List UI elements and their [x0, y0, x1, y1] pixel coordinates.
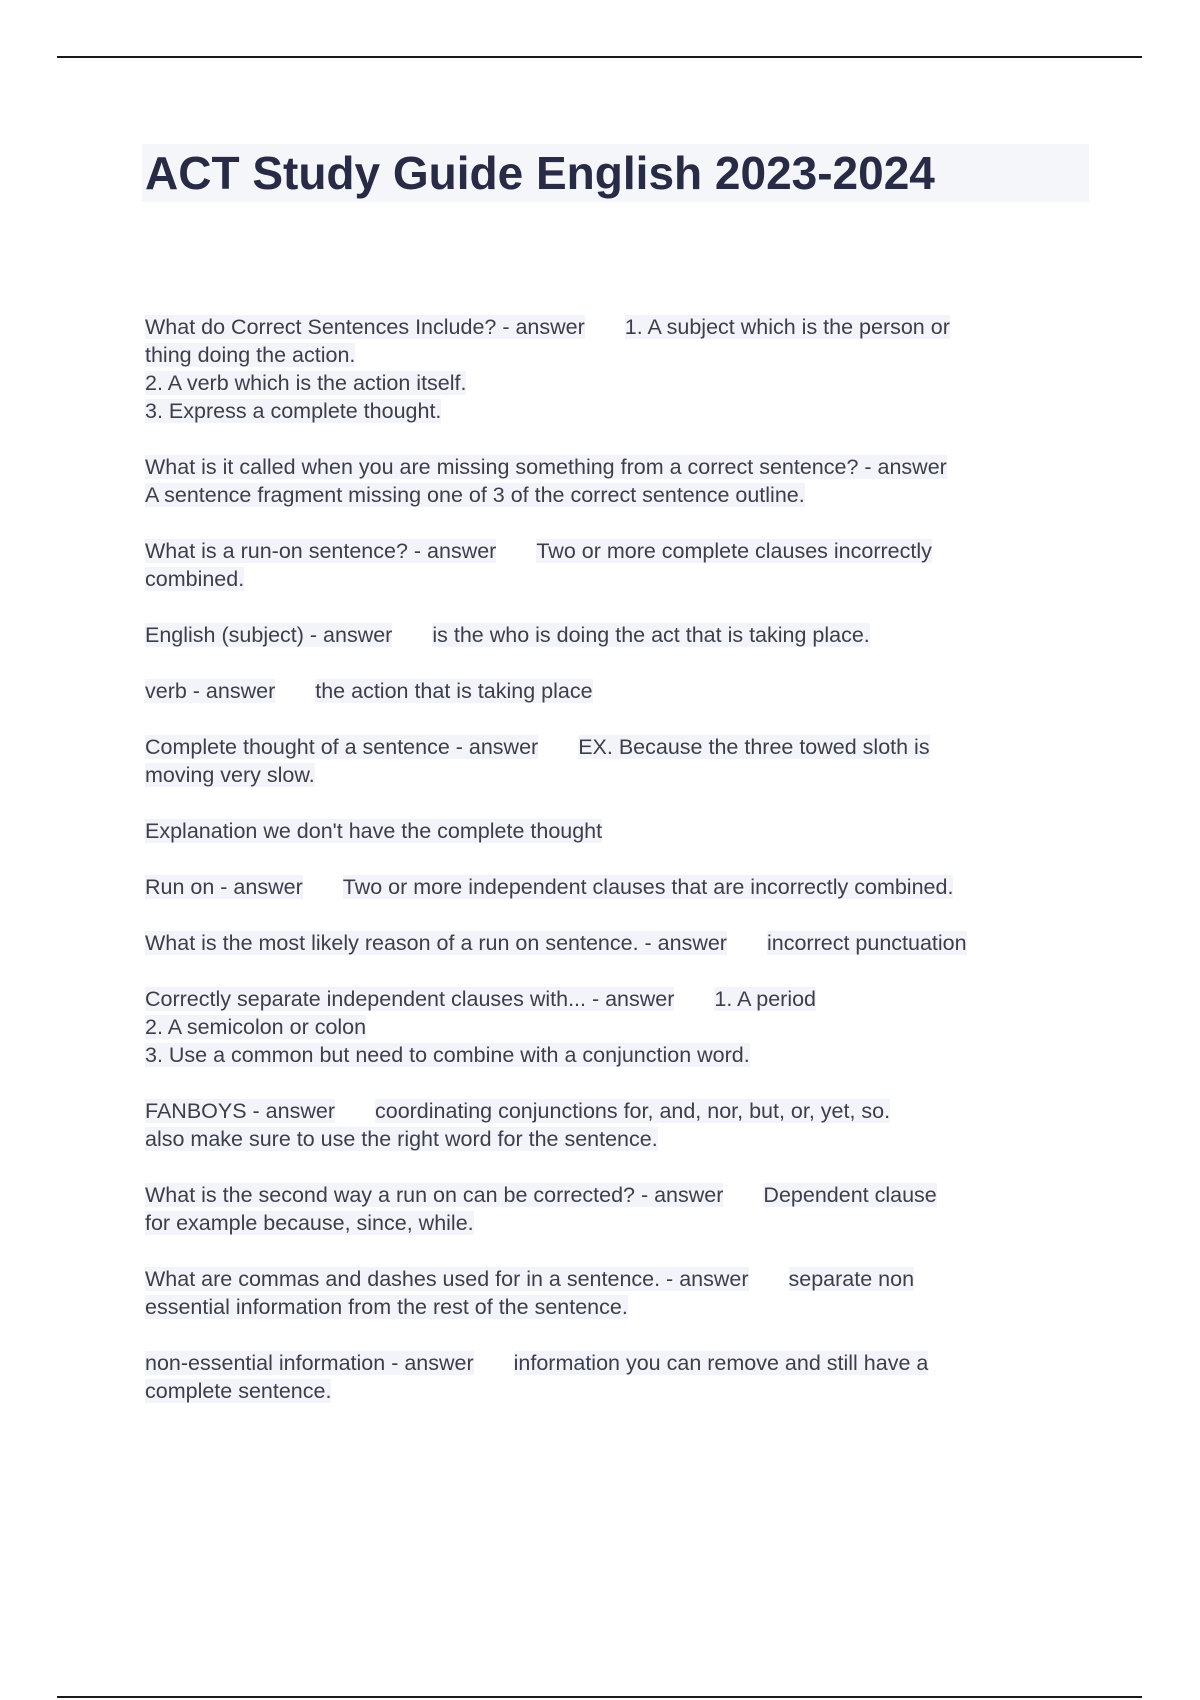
body-text: also make sure to use the right word for the sentence. [145, 1127, 658, 1151]
entry-line [145, 537, 1075, 565]
entry-line [145, 1265, 1075, 1293]
body-text: A sentence fragment missing one of 3 of the correct sentence outline. [145, 483, 805, 507]
body-text: moving very slow. [145, 763, 315, 787]
question-text: Correctly separate independent clauses with... - answer [145, 987, 675, 1011]
question-text: What do Correct Sentences Include? - answer [145, 315, 585, 339]
entry-line [145, 1293, 1075, 1321]
question-text: English (subject) - answer [145, 623, 393, 647]
qa-entry [145, 537, 1075, 593]
qa-entry [145, 985, 1075, 1069]
entry-line [145, 1349, 1075, 1377]
top-rule [57, 56, 1142, 58]
qa-entry [145, 677, 1075, 705]
question-text: non-essential information - answer [145, 1351, 474, 1375]
entry-line [145, 1181, 1075, 1209]
study-content [145, 313, 1075, 1433]
entry-line [145, 621, 1075, 649]
entry-line [145, 565, 1075, 593]
body-text: 3. Use a common but need to combine with a conjunction word. [145, 1043, 750, 1067]
answer-text: information you can remove and still have a [513, 1351, 929, 1375]
body-text: 2. A verb which is the action itself. [145, 371, 467, 395]
answer-text: Two or more complete clauses incorrectly [536, 539, 932, 563]
body-text: thing doing the action. [145, 343, 356, 367]
answer-text: 1. A subject which is the person or [624, 315, 950, 339]
entry-line [145, 817, 1075, 845]
qa-entry [145, 1349, 1075, 1405]
bottom-rule [57, 1696, 1142, 1698]
question-text: Complete thought of a sentence - answer [145, 735, 539, 759]
body-text: combined. [145, 567, 245, 591]
entry-line [145, 341, 1075, 369]
body-text: complete sentence. [145, 1379, 332, 1403]
answer-text: separate non [788, 1267, 915, 1291]
body-text: 3. Express a complete thought. [145, 399, 442, 423]
body-text: 2. A semicolon or colon [145, 1015, 367, 1039]
question-text: What is the second way a run on can be corrected? - answer [145, 1183, 724, 1207]
answer-text: incorrect punctuation [766, 931, 967, 955]
question-text: Run on - answer [145, 875, 303, 899]
entry-line [145, 873, 1075, 901]
title-block [142, 144, 1089, 202]
answer-text: Two or more independent clauses that are incorrectly combined. [342, 875, 954, 899]
entry-line [145, 677, 1075, 705]
body-text: Explanation we don't have the complete thought [145, 819, 603, 843]
qa-entry [145, 817, 1075, 845]
answer-text: 1. A period [714, 987, 817, 1011]
question-text: What is the most likely reason of a run on sentence. - answer [145, 931, 727, 955]
qa-entry [145, 1265, 1075, 1321]
entry-line [145, 453, 1075, 481]
qa-entry [145, 313, 1075, 425]
entry-line [145, 1041, 1075, 1069]
entry-line [145, 1209, 1075, 1237]
qa-entry [145, 873, 1075, 901]
entry-line [145, 1377, 1075, 1405]
entry-line [145, 397, 1075, 425]
entry-line [145, 1013, 1075, 1041]
entry-line [145, 1097, 1075, 1125]
entry-line [145, 985, 1075, 1013]
body-text: for example because, since, while. [145, 1211, 474, 1235]
entry-line [145, 1125, 1075, 1153]
entry-line [145, 733, 1075, 761]
body-text: What is it called when you are missing something from a correct sentence? - answer [145, 455, 947, 479]
qa-entry [145, 1181, 1075, 1237]
page-title: ACT Study Guide English 2023-2024 [145, 147, 935, 199]
answer-text: EX. Because the three towed sloth is [578, 735, 930, 759]
entry-line [145, 481, 1075, 509]
question-text: FANBOYS - answer [145, 1099, 335, 1123]
question-text: What is a run-on sentence? - answer [145, 539, 497, 563]
body-text: essential information from the rest of the sentence. [145, 1295, 628, 1319]
question-text: What are commas and dashes used for in a sentence. - answer [145, 1267, 749, 1291]
qa-entry [145, 733, 1075, 789]
qa-entry [145, 453, 1075, 509]
answer-text: coordinating conjunctions for, and, nor, but, or, yet, so. [374, 1099, 891, 1123]
qa-entry [145, 929, 1075, 957]
entry-line [145, 313, 1075, 341]
answer-text: Dependent clause [763, 1183, 937, 1207]
entry-line [145, 369, 1075, 397]
qa-entry [145, 621, 1075, 649]
answer-text: is the who is doing the act that is taking place. [432, 623, 870, 647]
entry-line [145, 929, 1075, 957]
answer-text: the action that is taking place [315, 679, 593, 703]
qa-entry [145, 1097, 1075, 1153]
entry-line [145, 761, 1075, 789]
question-text: verb - answer [145, 679, 276, 703]
